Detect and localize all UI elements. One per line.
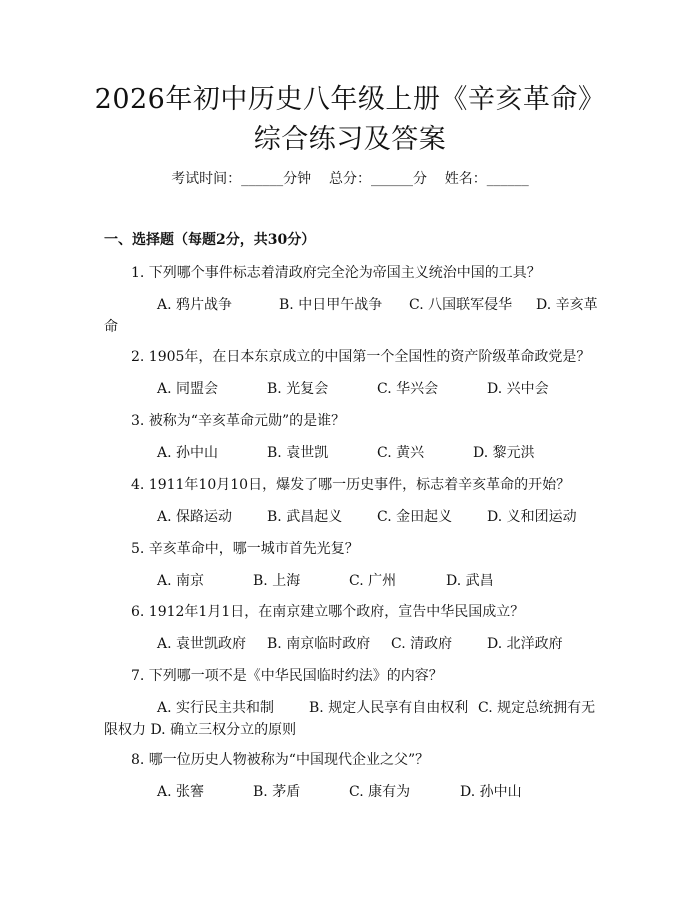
question-8: 8. 哪一位历史人物被称为“中国现代企业之父”？ (131, 752, 430, 768)
exam-info-line: 考试时间：______分钟 总分：______分 姓名：______ (171, 171, 529, 187)
question-4-options (157, 506, 617, 526)
q6-option-c: C. 清政府 (391, 636, 453, 652)
q3-option-d: D. 黎元洪 (473, 445, 535, 461)
question-1: 1. 下列哪个事件标志着清政府完全沦为帝国主义统治中国的工具？ (131, 265, 541, 281)
question-6-options (157, 633, 617, 653)
q1-option-d: D. 辛亥革 (536, 297, 598, 313)
section-heading-choice: 一、选择题（每题2分，共30分） (104, 232, 316, 248)
question-3: 3. 被称为“辛亥革命元勋”的是谁？ (131, 413, 346, 429)
question-4: 4. 1911年10月10日，爆发了哪一历史事件，标志着辛亥革命的开始？ (131, 477, 571, 493)
q1-option-b: B. 中日甲午战争 (279, 297, 383, 313)
q6-option-d: D. 北洋政府 (487, 636, 563, 652)
q4-option-c: C. 金田起义 (377, 509, 453, 525)
q6-option-b: B. 南京临时政府 (267, 636, 371, 652)
q4-option-b: B. 武昌起义 (267, 509, 343, 525)
question-5-options (157, 570, 617, 590)
q4-option-d: D. 义和团运动 (487, 509, 577, 525)
q5-option-c: C. 广州 (349, 573, 397, 589)
q7-option-b: B. 规定人民享有自由权利 (309, 700, 469, 716)
question-5: 5. 辛亥革命中，哪一城市首先光复？ (131, 541, 359, 557)
q7-option-c: C. 规定总统拥有无 (478, 700, 596, 716)
question-3-options (157, 442, 617, 462)
question-2-options (157, 378, 617, 398)
q4-option-a: A. 保路运动 (157, 509, 233, 525)
q7-option-continuation: 限权力 D. 确立三权分立的原则 (104, 722, 297, 738)
q2-option-c: C. 华兴会 (377, 381, 439, 397)
question-6: 6. 1912年1月1日，在南京建立哪个政府，宣告中华民国成立？ (131, 604, 525, 620)
q3-option-b: B. 袁世凯 (267, 445, 329, 461)
question-1-options (157, 294, 617, 314)
question-7-options (157, 697, 617, 717)
q3-option-c: C. 黄兴 (377, 445, 425, 461)
q7-option-a: A. 实行民主共和制 (157, 700, 275, 716)
q5-option-d: D. 武昌 (446, 573, 494, 589)
q2-option-d: D. 兴中会 (487, 381, 549, 397)
q2-option-b: B. 光复会 (267, 381, 329, 397)
q5-option-a: A. 南京 (157, 573, 205, 589)
q2-option-a: A. 同盟会 (157, 381, 219, 397)
question-8-options (157, 781, 617, 801)
q1-option-d-continuation: 命 (104, 319, 118, 335)
q8-option-b: B. 茅盾 (253, 784, 301, 800)
q8-option-a: A. 张謇 (157, 784, 205, 800)
question-2: 2. 1905年，在日本东京成立的中国第一个全国性的资产阶级革命政党是？ (131, 349, 591, 365)
q5-option-b: B. 上海 (253, 573, 301, 589)
q8-option-c: C. 康有为 (349, 784, 411, 800)
q3-option-a: A. 孙中山 (157, 445, 219, 461)
question-7: 7. 下列哪一项不是《中华民国临时约法》的内容？ (131, 668, 443, 684)
q8-option-d: D. 孙中山 (460, 784, 522, 800)
page-title: 2026年初中历史八年级上册《辛亥革命》综合练习及答案 (94, 84, 606, 155)
q1-option-c: C. 八国联军侵华 (409, 297, 513, 313)
q6-option-a: A. 袁世凯政府 (157, 636, 247, 652)
q1-option-a: A. 鸦片战争 (157, 297, 233, 313)
